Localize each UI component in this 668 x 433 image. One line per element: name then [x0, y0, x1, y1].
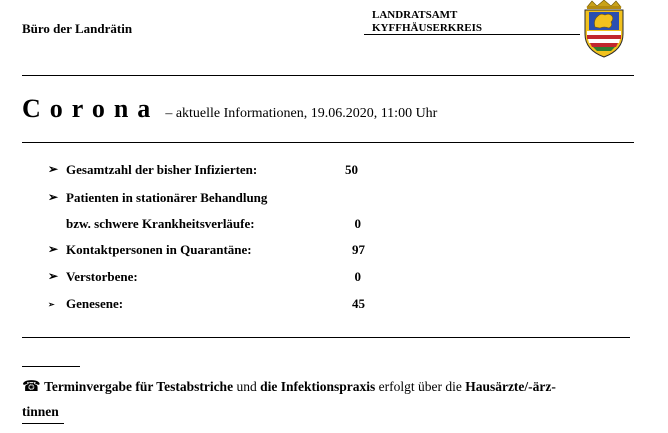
stat-label: Patienten in stationärer Behandlung	[66, 190, 268, 205]
coat-of-arms-icon	[573, 0, 635, 58]
short-rule	[22, 366, 80, 367]
stat-label: Kontaktpersonen in Quarantäne:	[66, 242, 252, 257]
header-divider	[22, 75, 634, 76]
stat-label: Verstorbene:	[66, 269, 138, 284]
stat-label: bzw. schwere Krankheitsverläufe:	[66, 216, 255, 231]
arrow-bullet-icon: ➢	[48, 242, 59, 256]
footer-text	[22, 377, 556, 396]
title-divider	[22, 142, 634, 143]
stat-label: Genesene:	[66, 296, 124, 311]
title-subtitle: – aktuelle Informationen, 19.06.2020, 11:00 Uhr	[165, 106, 438, 121]
arrow-bullet-icon: ➢	[48, 162, 59, 176]
footer-part-2: und	[233, 379, 261, 394]
footer-part-5: Hausärzte/-ärz-	[465, 379, 556, 394]
footer-continuation: tinnen	[22, 404, 59, 419]
arrow-bullet-icon: ➢	[48, 190, 59, 204]
telephone-icon: ☎	[22, 379, 41, 395]
footer-part-4: erfolgt über die	[375, 379, 466, 394]
footer-underline	[22, 423, 64, 424]
stat-value: 97	[352, 242, 365, 257]
stat-value: 0	[354, 216, 361, 231]
page-title	[22, 94, 437, 124]
title-main: Corona	[22, 94, 160, 123]
footer-part-1: Terminvergabe für Testabstriche	[44, 379, 234, 394]
authority-line-2: KYFFHÄUSERKREIS	[372, 22, 483, 34]
stat-value: 50	[345, 162, 358, 177]
office-name: Büro der Landrätin	[22, 21, 133, 36]
authority-line-1: LANDRATSAMT	[372, 9, 458, 21]
authority-name	[372, 9, 482, 35]
stat-value: 0	[354, 269, 361, 284]
footer-part-3: die Infektionspraxis	[260, 379, 376, 394]
stat-label: Gesamtzahl der bisher Infizierten:	[66, 162, 258, 177]
list-divider	[22, 337, 630, 338]
arrow-bullet-icon: ➢	[48, 300, 55, 309]
arrow-bullet-icon: ➢	[48, 269, 59, 283]
stat-value: 45	[352, 296, 365, 311]
authority-underline	[364, 34, 580, 35]
